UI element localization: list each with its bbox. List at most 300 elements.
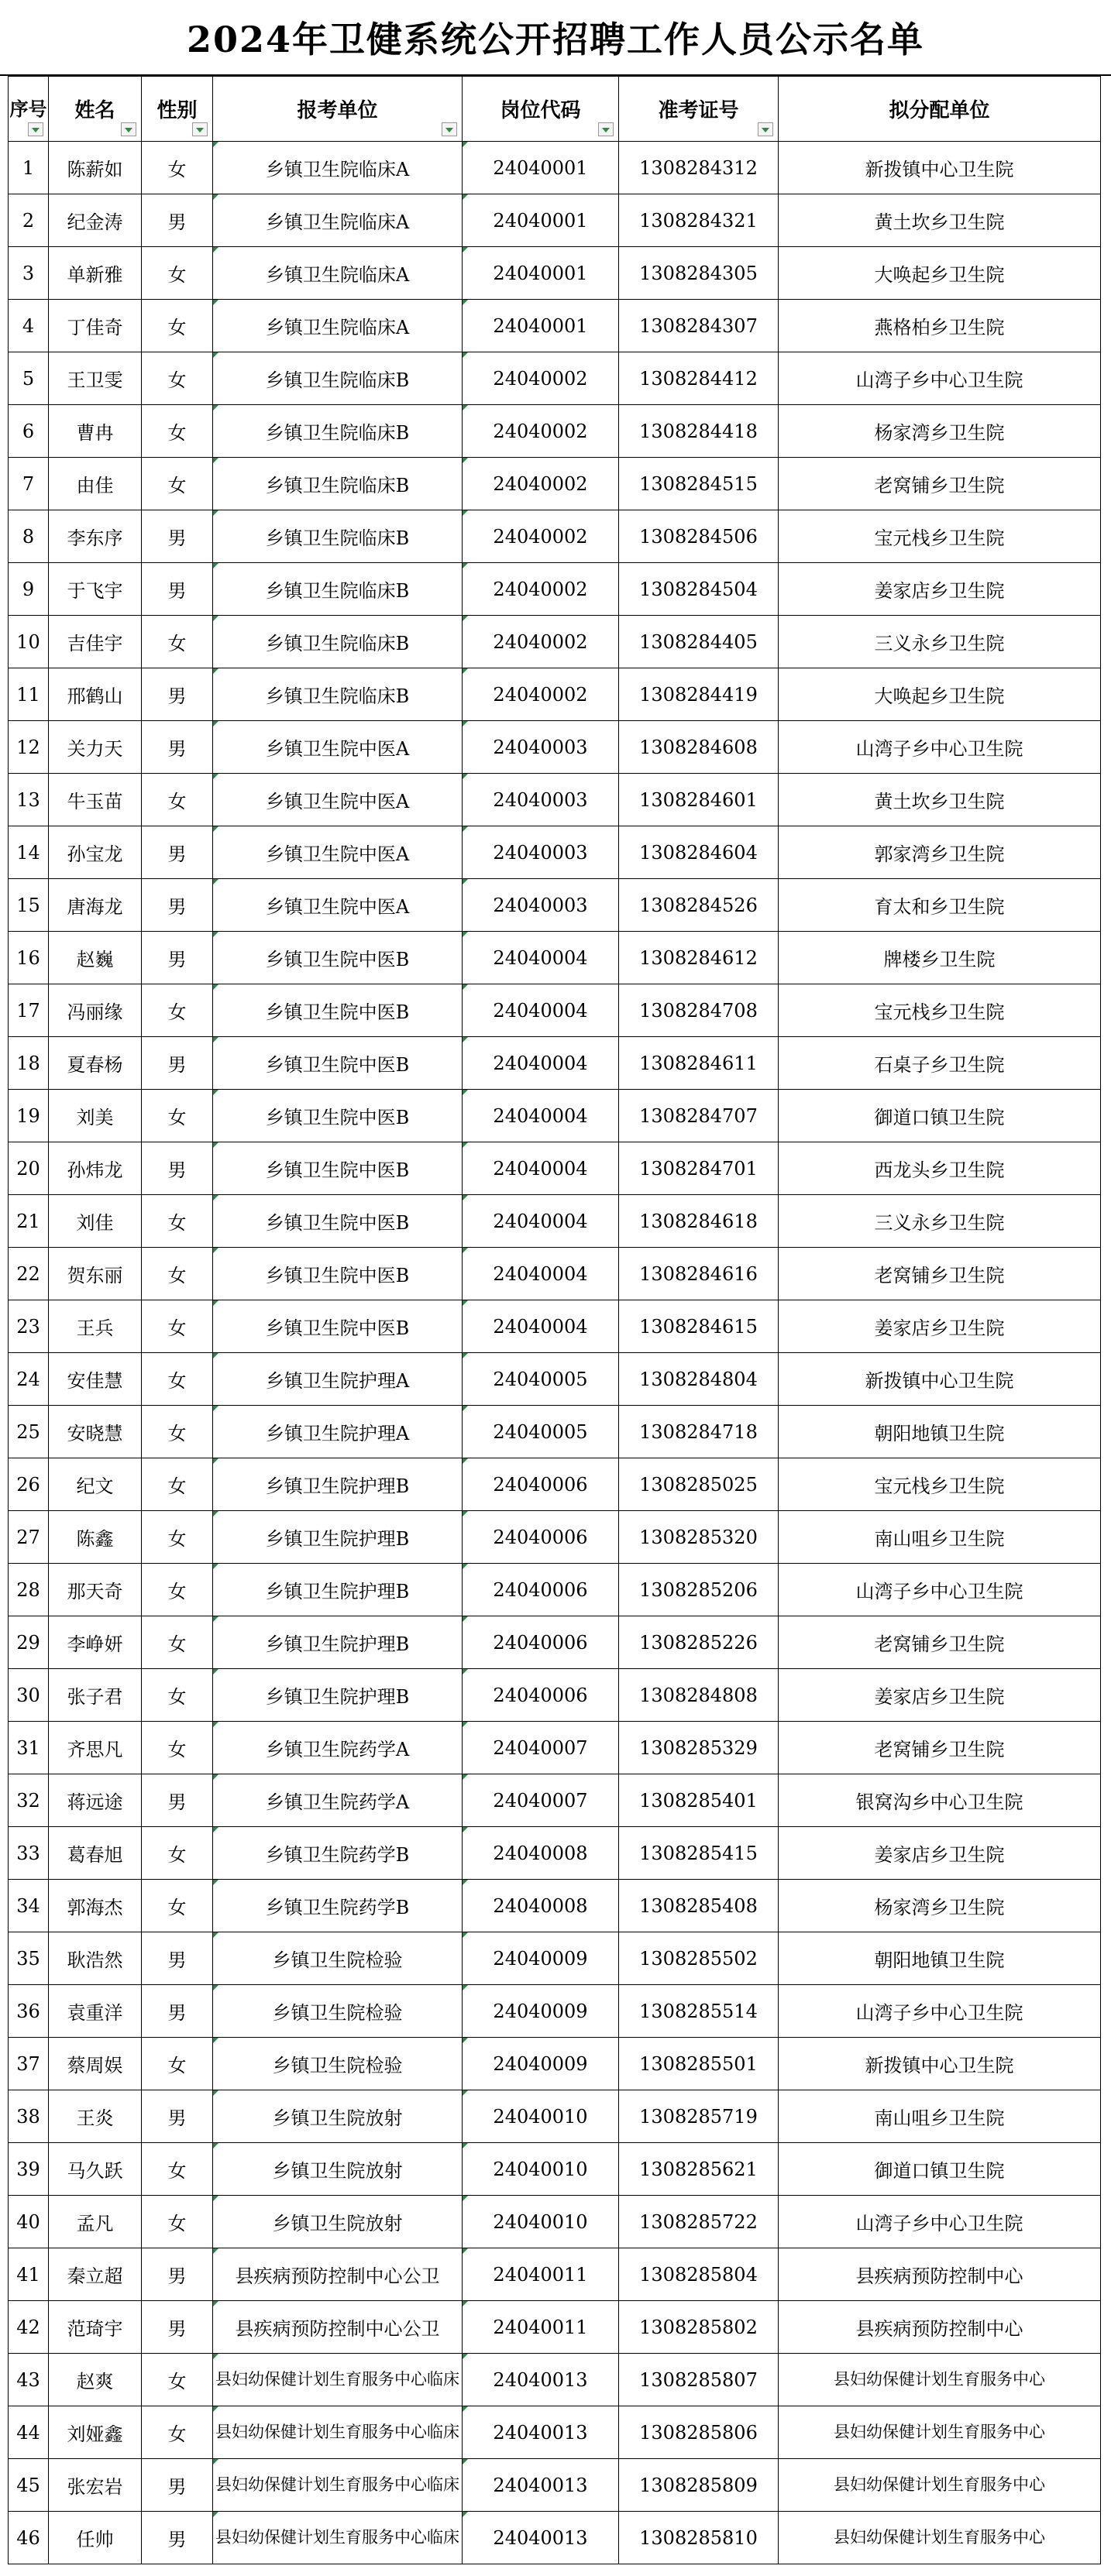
seq-cell[interactable]: 29 (9, 1616, 49, 1669)
name-cell[interactable]: 吉佳宇 (49, 616, 142, 668)
unit-cell[interactable]: 乡镇卫生院中医A (213, 721, 463, 774)
unit-cell[interactable]: 乡镇卫生院临床A (213, 194, 463, 247)
gender-cell[interactable]: 女 (142, 142, 213, 194)
gender-cell[interactable]: 男 (142, 194, 213, 247)
seq-cell[interactable]: 40 (9, 2196, 49, 2248)
assigned-unit-cell[interactable]: 牌楼乡卫生院 (779, 932, 1101, 984)
column-header-exam[interactable] (619, 77, 779, 142)
filter-dropdown-icon[interactable] (598, 122, 614, 136)
name-cell[interactable]: 王兵 (49, 1300, 142, 1353)
unit-cell[interactable]: 县疾病预防控制中心公卫 (213, 2248, 463, 2301)
gender-cell[interactable]: 女 (142, 774, 213, 826)
seq-cell[interactable]: 34 (9, 1880, 49, 1932)
seq-cell[interactable]: 12 (9, 721, 49, 774)
name-cell[interactable]: 唐海龙 (49, 879, 142, 932)
assigned-unit-cell[interactable]: 黄土坎乡卫生院 (779, 194, 1101, 247)
gender-cell[interactable]: 男 (142, 2459, 213, 2512)
seq-cell[interactable]: 7 (9, 458, 49, 510)
gender-cell[interactable]: 女 (142, 1090, 213, 1142)
seq-cell[interactable]: 18 (9, 1037, 49, 1090)
exam-number-cell[interactable]: 1308284616 (619, 1248, 779, 1300)
name-cell[interactable]: 马久跃 (49, 2143, 142, 2196)
column-header-code[interactable] (463, 77, 619, 142)
gender-cell[interactable]: 女 (142, 458, 213, 510)
unit-cell[interactable]: 乡镇卫生院护理A (213, 1406, 463, 1458)
column-header-name[interactable] (49, 77, 142, 142)
exam-number-cell[interactable]: 1308284707 (619, 1090, 779, 1142)
unit-cell[interactable]: 乡镇卫生院中医B (213, 1037, 463, 1090)
assigned-unit-cell[interactable]: 杨家湾乡卫生院 (779, 405, 1101, 458)
exam-number-cell[interactable]: 1308284604 (619, 826, 779, 879)
exam-number-cell[interactable]: 1308284307 (619, 300, 779, 352)
exam-number-cell[interactable]: 1308284804 (619, 1353, 779, 1406)
seq-cell[interactable]: 9 (9, 563, 49, 616)
assigned-unit-cell[interactable]: 朝阳地镇卫生院 (779, 1406, 1101, 1458)
name-cell[interactable]: 陈薪如 (49, 142, 142, 194)
assigned-unit-cell[interactable]: 山湾子乡中心卫生院 (779, 352, 1101, 405)
exam-number-cell[interactable]: 1308285804 (619, 2248, 779, 2301)
gender-cell[interactable]: 男 (142, 1932, 213, 1985)
code-cell[interactable]: 24040013 (463, 2512, 619, 2564)
seq-cell[interactable]: 44 (9, 2406, 49, 2459)
code-cell[interactable]: 24040011 (463, 2301, 619, 2354)
unit-cell[interactable]: 乡镇卫生院检验 (213, 2038, 463, 2090)
name-cell[interactable]: 秦立超 (49, 2248, 142, 2301)
name-cell[interactable]: 张子君 (49, 1669, 142, 1722)
code-cell[interactable]: 24040001 (463, 300, 619, 352)
unit-cell[interactable]: 乡镇卫生院中医A (213, 826, 463, 879)
assigned-unit-cell[interactable]: 县妇幼保健计划生育服务中心 (779, 2406, 1101, 2459)
seq-cell[interactable]: 3 (9, 247, 49, 300)
assigned-unit-cell[interactable]: 石桌子乡卫生院 (779, 1037, 1101, 1090)
name-cell[interactable]: 曹冉 (49, 405, 142, 458)
unit-cell[interactable]: 乡镇卫生院临床B (213, 405, 463, 458)
exam-number-cell[interactable]: 1308285501 (619, 2038, 779, 2090)
exam-number-cell[interactable]: 1308284611 (619, 1037, 779, 1090)
code-cell[interactable]: 24040002 (463, 458, 619, 510)
unit-cell[interactable]: 乡镇卫生院临床B (213, 563, 463, 616)
unit-cell[interactable]: 乡镇卫生院护理B (213, 1564, 463, 1616)
code-cell[interactable]: 24040003 (463, 879, 619, 932)
seq-cell[interactable]: 32 (9, 1774, 49, 1827)
seq-cell[interactable]: 16 (9, 932, 49, 984)
seq-cell[interactable]: 45 (9, 2459, 49, 2512)
gender-cell[interactable]: 女 (142, 2038, 213, 2090)
gender-cell[interactable]: 女 (142, 1722, 213, 1774)
name-cell[interactable]: 郭海杰 (49, 1880, 142, 1932)
gender-cell[interactable]: 男 (142, 879, 213, 932)
name-cell[interactable]: 孟凡 (49, 2196, 142, 2248)
name-cell[interactable]: 王炎 (49, 2090, 142, 2143)
unit-cell[interactable]: 县妇幼保健计划生育服务中心临床 (213, 2512, 463, 2564)
filter-dropdown-icon[interactable] (121, 122, 136, 136)
seq-cell[interactable]: 27 (9, 1511, 49, 1564)
assigned-unit-cell[interactable]: 山湾子乡中心卫生院 (779, 1985, 1101, 2038)
assigned-unit-cell[interactable]: 御道口镇卫生院 (779, 2143, 1101, 2196)
name-cell[interactable]: 齐思凡 (49, 1722, 142, 1774)
name-cell[interactable]: 李峥妍 (49, 1616, 142, 1669)
gender-cell[interactable]: 女 (142, 1458, 213, 1511)
gender-cell[interactable]: 男 (142, 826, 213, 879)
exam-number-cell[interactable]: 1308285809 (619, 2459, 779, 2512)
column-header-unit[interactable] (213, 77, 463, 142)
unit-cell[interactable]: 乡镇卫生院护理B (213, 1511, 463, 1564)
seq-cell[interactable]: 8 (9, 510, 49, 563)
name-cell[interactable]: 葛春旭 (49, 1827, 142, 1880)
gender-cell[interactable]: 女 (142, 1564, 213, 1616)
seq-cell[interactable]: 46 (9, 2512, 49, 2564)
gender-cell[interactable]: 女 (142, 984, 213, 1037)
unit-cell[interactable]: 乡镇卫生院中医B (213, 1142, 463, 1195)
exam-number-cell[interactable]: 1308284506 (619, 510, 779, 563)
unit-cell[interactable]: 乡镇卫生院药学A (213, 1722, 463, 1774)
unit-cell[interactable]: 乡镇卫生院临床B (213, 616, 463, 668)
name-cell[interactable]: 李东序 (49, 510, 142, 563)
seq-cell[interactable]: 43 (9, 2354, 49, 2406)
seq-cell[interactable]: 6 (9, 405, 49, 458)
code-cell[interactable]: 24040004 (463, 1142, 619, 1195)
name-cell[interactable]: 牛玉苗 (49, 774, 142, 826)
exam-number-cell[interactable]: 1308285722 (619, 2196, 779, 2248)
assigned-unit-cell[interactable]: 老窝铺乡卫生院 (779, 1616, 1101, 1669)
unit-cell[interactable]: 县妇幼保健计划生育服务中心临床 (213, 2354, 463, 2406)
exam-number-cell[interactable]: 1308285621 (619, 2143, 779, 2196)
assigned-unit-cell[interactable]: 宝元栈乡卫生院 (779, 1458, 1101, 1511)
name-cell[interactable]: 安晓慧 (49, 1406, 142, 1458)
unit-cell[interactable]: 乡镇卫生院临床B (213, 510, 463, 563)
unit-cell[interactable]: 县疾病预防控制中心公卫 (213, 2301, 463, 2354)
seq-cell[interactable]: 25 (9, 1406, 49, 1458)
name-cell[interactable]: 张宏岩 (49, 2459, 142, 2512)
assigned-unit-cell[interactable]: 县妇幼保健计划生育服务中心 (779, 2459, 1101, 2512)
exam-number-cell[interactable]: 1308285719 (619, 2090, 779, 2143)
code-cell[interactable]: 24040004 (463, 1300, 619, 1353)
code-cell[interactable]: 24040002 (463, 352, 619, 405)
gender-cell[interactable]: 女 (142, 2143, 213, 2196)
assigned-unit-cell[interactable]: 三义永乡卫生院 (779, 616, 1101, 668)
unit-cell[interactable]: 乡镇卫生院中医B (213, 932, 463, 984)
unit-cell[interactable]: 乡镇卫生院临床B (213, 458, 463, 510)
unit-cell[interactable]: 乡镇卫生院中医B (213, 1090, 463, 1142)
code-cell[interactable]: 24040009 (463, 1932, 619, 1985)
seq-cell[interactable]: 42 (9, 2301, 49, 2354)
assigned-unit-cell[interactable]: 山湾子乡中心卫生院 (779, 721, 1101, 774)
assigned-unit-cell[interactable]: 山湾子乡中心卫生院 (779, 2196, 1101, 2248)
unit-cell[interactable]: 乡镇卫生院临床A (213, 142, 463, 194)
code-cell[interactable]: 24040006 (463, 1511, 619, 1564)
assigned-unit-cell[interactable]: 新拨镇中心卫生院 (779, 1353, 1101, 1406)
seq-cell[interactable]: 5 (9, 352, 49, 405)
name-cell[interactable]: 蔡周娱 (49, 2038, 142, 2090)
seq-cell[interactable]: 24 (9, 1353, 49, 1406)
unit-cell[interactable]: 乡镇卫生院中医A (213, 879, 463, 932)
code-cell[interactable]: 24040013 (463, 2459, 619, 2512)
name-cell[interactable]: 由佳 (49, 458, 142, 510)
exam-number-cell[interactable]: 1308285802 (619, 2301, 779, 2354)
name-cell[interactable]: 那天奇 (49, 1564, 142, 1616)
code-cell[interactable]: 24040006 (463, 1564, 619, 1616)
seq-cell[interactable]: 35 (9, 1932, 49, 1985)
assigned-unit-cell[interactable]: 银窝沟乡中心卫生院 (779, 1774, 1101, 1827)
exam-number-cell[interactable]: 1308284515 (619, 458, 779, 510)
seq-cell[interactable]: 20 (9, 1142, 49, 1195)
unit-cell[interactable]: 乡镇卫生院中医B (213, 1195, 463, 1248)
seq-cell[interactable]: 19 (9, 1090, 49, 1142)
seq-cell[interactable]: 13 (9, 774, 49, 826)
code-cell[interactable]: 24040004 (463, 984, 619, 1037)
code-cell[interactable]: 24040002 (463, 510, 619, 563)
gender-cell[interactable]: 男 (142, 510, 213, 563)
assigned-unit-cell[interactable]: 老窝铺乡卫生院 (779, 1722, 1101, 1774)
gender-cell[interactable]: 女 (142, 1880, 213, 1932)
seq-cell[interactable]: 10 (9, 616, 49, 668)
seq-cell[interactable]: 31 (9, 1722, 49, 1774)
gender-cell[interactable]: 男 (142, 668, 213, 721)
code-cell[interactable]: 24040003 (463, 826, 619, 879)
unit-cell[interactable]: 乡镇卫生院中医B (213, 984, 463, 1037)
name-cell[interactable]: 赵爽 (49, 2354, 142, 2406)
assigned-unit-cell[interactable]: 县疾病预防控制中心 (779, 2301, 1101, 2354)
gender-cell[interactable]: 女 (142, 2354, 213, 2406)
name-cell[interactable]: 安佳慧 (49, 1353, 142, 1406)
assigned-unit-cell[interactable]: 姜家店乡卫生院 (779, 1300, 1101, 1353)
seq-cell[interactable]: 14 (9, 826, 49, 879)
exam-number-cell[interactable]: 1308285514 (619, 1985, 779, 2038)
assigned-unit-cell[interactable]: 朝阳地镇卫生院 (779, 1932, 1101, 1985)
code-cell[interactable]: 24040011 (463, 2248, 619, 2301)
name-cell[interactable]: 孙宝龙 (49, 826, 142, 879)
name-cell[interactable]: 耿浩然 (49, 1932, 142, 1985)
gender-cell[interactable]: 男 (142, 1037, 213, 1090)
unit-cell[interactable]: 乡镇卫生院中医A (213, 774, 463, 826)
assigned-unit-cell[interactable]: 县妇幼保健计划生育服务中心 (779, 2512, 1101, 2564)
gender-cell[interactable]: 女 (142, 2406, 213, 2459)
code-cell[interactable]: 24040009 (463, 2038, 619, 2090)
assigned-unit-cell[interactable]: 老窝铺乡卫生院 (779, 1248, 1101, 1300)
code-cell[interactable]: 24040003 (463, 721, 619, 774)
gender-cell[interactable]: 女 (142, 1669, 213, 1722)
assigned-unit-cell[interactable]: 西龙头乡卫生院 (779, 1142, 1101, 1195)
assigned-unit-cell[interactable]: 县妇幼保健计划生育服务中心 (779, 2354, 1101, 2406)
exam-number-cell[interactable]: 1308285226 (619, 1616, 779, 1669)
seq-cell[interactable]: 2 (9, 194, 49, 247)
assigned-unit-cell[interactable]: 南山咀乡卫生院 (779, 2090, 1101, 2143)
assigned-unit-cell[interactable]: 杨家湾乡卫生院 (779, 1880, 1101, 1932)
exam-number-cell[interactable]: 1308284405 (619, 616, 779, 668)
column-header-assign[interactable] (779, 77, 1101, 142)
name-cell[interactable]: 贺东丽 (49, 1248, 142, 1300)
unit-cell[interactable]: 乡镇卫生院放射 (213, 2196, 463, 2248)
exam-number-cell[interactable]: 1308285807 (619, 2354, 779, 2406)
exam-number-cell[interactable]: 1308285025 (619, 1458, 779, 1511)
exam-number-cell[interactable]: 1308284708 (619, 984, 779, 1037)
gender-cell[interactable]: 男 (142, 563, 213, 616)
unit-cell[interactable]: 乡镇卫生院药学B (213, 1827, 463, 1880)
seq-cell[interactable]: 39 (9, 2143, 49, 2196)
gender-cell[interactable]: 男 (142, 1985, 213, 2038)
unit-cell[interactable]: 乡镇卫生院护理B (213, 1616, 463, 1669)
code-cell[interactable]: 24040008 (463, 1880, 619, 1932)
exam-number-cell[interactable]: 1308284601 (619, 774, 779, 826)
filter-dropdown-icon[interactable] (28, 122, 43, 136)
code-cell[interactable]: 24040001 (463, 194, 619, 247)
code-cell[interactable]: 24040001 (463, 142, 619, 194)
unit-cell[interactable]: 县妇幼保健计划生育服务中心临床 (213, 2406, 463, 2459)
filter-dropdown-icon[interactable] (442, 122, 457, 136)
assigned-unit-cell[interactable]: 县疾病预防控制中心 (779, 2248, 1101, 2301)
unit-cell[interactable]: 乡镇卫生院中医B (213, 1248, 463, 1300)
gender-cell[interactable]: 男 (142, 721, 213, 774)
exam-number-cell[interactable]: 1308284312 (619, 142, 779, 194)
unit-cell[interactable]: 乡镇卫生院中医B (213, 1300, 463, 1353)
assigned-unit-cell[interactable]: 育太和乡卫生院 (779, 879, 1101, 932)
code-cell[interactable]: 24040002 (463, 616, 619, 668)
exam-number-cell[interactable]: 1308284618 (619, 1195, 779, 1248)
unit-cell[interactable]: 乡镇卫生院检验 (213, 1985, 463, 2038)
unit-cell[interactable]: 县妇幼保健计划生育服务中心临床 (213, 2459, 463, 2512)
seq-cell[interactable]: 38 (9, 2090, 49, 2143)
exam-number-cell[interactable]: 1308284418 (619, 405, 779, 458)
assigned-unit-cell[interactable]: 新拨镇中心卫生院 (779, 2038, 1101, 2090)
assigned-unit-cell[interactable]: 山湾子乡中心卫生院 (779, 1564, 1101, 1616)
code-cell[interactable]: 24040013 (463, 2354, 619, 2406)
name-cell[interactable]: 于飞宇 (49, 563, 142, 616)
assigned-unit-cell[interactable]: 大唤起乡卫生院 (779, 247, 1101, 300)
assigned-unit-cell[interactable]: 黄土坎乡卫生院 (779, 774, 1101, 826)
column-header-seq[interactable] (9, 77, 49, 142)
name-cell[interactable]: 冯丽缘 (49, 984, 142, 1037)
seq-cell[interactable]: 41 (9, 2248, 49, 2301)
name-cell[interactable]: 袁重洋 (49, 1985, 142, 2038)
name-cell[interactable]: 纪文 (49, 1458, 142, 1511)
seq-cell[interactable]: 28 (9, 1564, 49, 1616)
name-cell[interactable]: 刘娅鑫 (49, 2406, 142, 2459)
unit-cell[interactable]: 乡镇卫生院临床A (213, 300, 463, 352)
seq-cell[interactable]: 11 (9, 668, 49, 721)
unit-cell[interactable]: 乡镇卫生院放射 (213, 2143, 463, 2196)
assigned-unit-cell[interactable]: 南山咀乡卫生院 (779, 1511, 1101, 1564)
gender-cell[interactable]: 女 (142, 352, 213, 405)
name-cell[interactable]: 丁佳奇 (49, 300, 142, 352)
exam-number-cell[interactable]: 1308285806 (619, 2406, 779, 2459)
exam-number-cell[interactable]: 1308284701 (619, 1142, 779, 1195)
assigned-unit-cell[interactable]: 御道口镇卫生院 (779, 1090, 1101, 1142)
assigned-unit-cell[interactable]: 宝元栈乡卫生院 (779, 510, 1101, 563)
unit-cell[interactable]: 乡镇卫生院护理A (213, 1353, 463, 1406)
column-header-gender[interactable] (142, 77, 213, 142)
exam-number-cell[interactable]: 1308284419 (619, 668, 779, 721)
name-cell[interactable]: 刘佳 (49, 1195, 142, 1248)
gender-cell[interactable]: 女 (142, 1248, 213, 1300)
code-cell[interactable]: 24040006 (463, 1458, 619, 1511)
assigned-unit-cell[interactable]: 姜家店乡卫生院 (779, 1669, 1101, 1722)
exam-number-cell[interactable]: 1308285810 (619, 2512, 779, 2564)
unit-cell[interactable]: 乡镇卫生院放射 (213, 2090, 463, 2143)
name-cell[interactable]: 孙炜龙 (49, 1142, 142, 1195)
gender-cell[interactable]: 女 (142, 1195, 213, 1248)
exam-number-cell[interactable]: 1308285206 (619, 1564, 779, 1616)
unit-cell[interactable]: 乡镇卫生院临床B (213, 668, 463, 721)
seq-cell[interactable]: 22 (9, 1248, 49, 1300)
seq-cell[interactable]: 1 (9, 142, 49, 194)
gender-cell[interactable]: 男 (142, 2248, 213, 2301)
exam-number-cell[interactable]: 1308284615 (619, 1300, 779, 1353)
code-cell[interactable]: 24040004 (463, 1195, 619, 1248)
filter-dropdown-icon[interactable] (758, 122, 773, 136)
exam-number-cell[interactable]: 1308285415 (619, 1827, 779, 1880)
filter-dropdown-icon[interactable] (192, 122, 208, 136)
seq-cell[interactable]: 4 (9, 300, 49, 352)
exam-number-cell[interactable]: 1308284412 (619, 352, 779, 405)
exam-number-cell[interactable]: 1308285329 (619, 1722, 779, 1774)
exam-number-cell[interactable]: 1308285502 (619, 1932, 779, 1985)
seq-cell[interactable]: 23 (9, 1300, 49, 1353)
seq-cell[interactable]: 36 (9, 1985, 49, 2038)
unit-cell[interactable]: 乡镇卫生院检验 (213, 1932, 463, 1985)
code-cell[interactable]: 24040006 (463, 1669, 619, 1722)
exam-number-cell[interactable]: 1308285320 (619, 1511, 779, 1564)
code-cell[interactable]: 24040010 (463, 2196, 619, 2248)
exam-number-cell[interactable]: 1308284808 (619, 1669, 779, 1722)
unit-cell[interactable]: 乡镇卫生院药学A (213, 1774, 463, 1827)
exam-number-cell[interactable]: 1308284305 (619, 247, 779, 300)
seq-cell[interactable]: 15 (9, 879, 49, 932)
name-cell[interactable]: 刘美 (49, 1090, 142, 1142)
seq-cell[interactable]: 37 (9, 2038, 49, 2090)
gender-cell[interactable]: 女 (142, 1616, 213, 1669)
code-cell[interactable]: 24040002 (463, 668, 619, 721)
name-cell[interactable]: 王卫雯 (49, 352, 142, 405)
code-cell[interactable]: 24040005 (463, 1406, 619, 1458)
code-cell[interactable]: 24040006 (463, 1616, 619, 1669)
code-cell[interactable]: 24040010 (463, 2090, 619, 2143)
gender-cell[interactable]: 男 (142, 2090, 213, 2143)
name-cell[interactable]: 任帅 (49, 2512, 142, 2564)
exam-number-cell[interactable]: 1308284526 (619, 879, 779, 932)
exam-number-cell[interactable]: 1308284612 (619, 932, 779, 984)
code-cell[interactable]: 24040004 (463, 1090, 619, 1142)
code-cell[interactable]: 24040001 (463, 247, 619, 300)
unit-cell[interactable]: 乡镇卫生院临床B (213, 352, 463, 405)
exam-number-cell[interactable]: 1308285408 (619, 1880, 779, 1932)
gender-cell[interactable]: 男 (142, 932, 213, 984)
assigned-unit-cell[interactable]: 大唤起乡卫生院 (779, 668, 1101, 721)
code-cell[interactable]: 24040010 (463, 2143, 619, 2196)
name-cell[interactable]: 赵巍 (49, 932, 142, 984)
gender-cell[interactable]: 女 (142, 405, 213, 458)
name-cell[interactable]: 陈鑫 (49, 1511, 142, 1564)
unit-cell[interactable]: 乡镇卫生院药学B (213, 1880, 463, 1932)
code-cell[interactable]: 24040003 (463, 774, 619, 826)
gender-cell[interactable]: 女 (142, 1511, 213, 1564)
assigned-unit-cell[interactable]: 姜家店乡卫生院 (779, 563, 1101, 616)
name-cell[interactable]: 邢鹤山 (49, 668, 142, 721)
unit-cell[interactable]: 乡镇卫生院护理B (213, 1669, 463, 1722)
code-cell[interactable]: 24040004 (463, 1248, 619, 1300)
code-cell[interactable]: 24040004 (463, 932, 619, 984)
name-cell[interactable]: 夏春杨 (49, 1037, 142, 1090)
seq-cell[interactable]: 26 (9, 1458, 49, 1511)
gender-cell[interactable]: 女 (142, 1300, 213, 1353)
code-cell[interactable]: 24040002 (463, 563, 619, 616)
name-cell[interactable]: 纪金涛 (49, 194, 142, 247)
seq-cell[interactable]: 21 (9, 1195, 49, 1248)
gender-cell[interactable]: 女 (142, 247, 213, 300)
exam-number-cell[interactable]: 1308285401 (619, 1774, 779, 1827)
gender-cell[interactable]: 男 (142, 2301, 213, 2354)
assigned-unit-cell[interactable]: 姜家店乡卫生院 (779, 1827, 1101, 1880)
code-cell[interactable]: 24040009 (463, 1985, 619, 2038)
